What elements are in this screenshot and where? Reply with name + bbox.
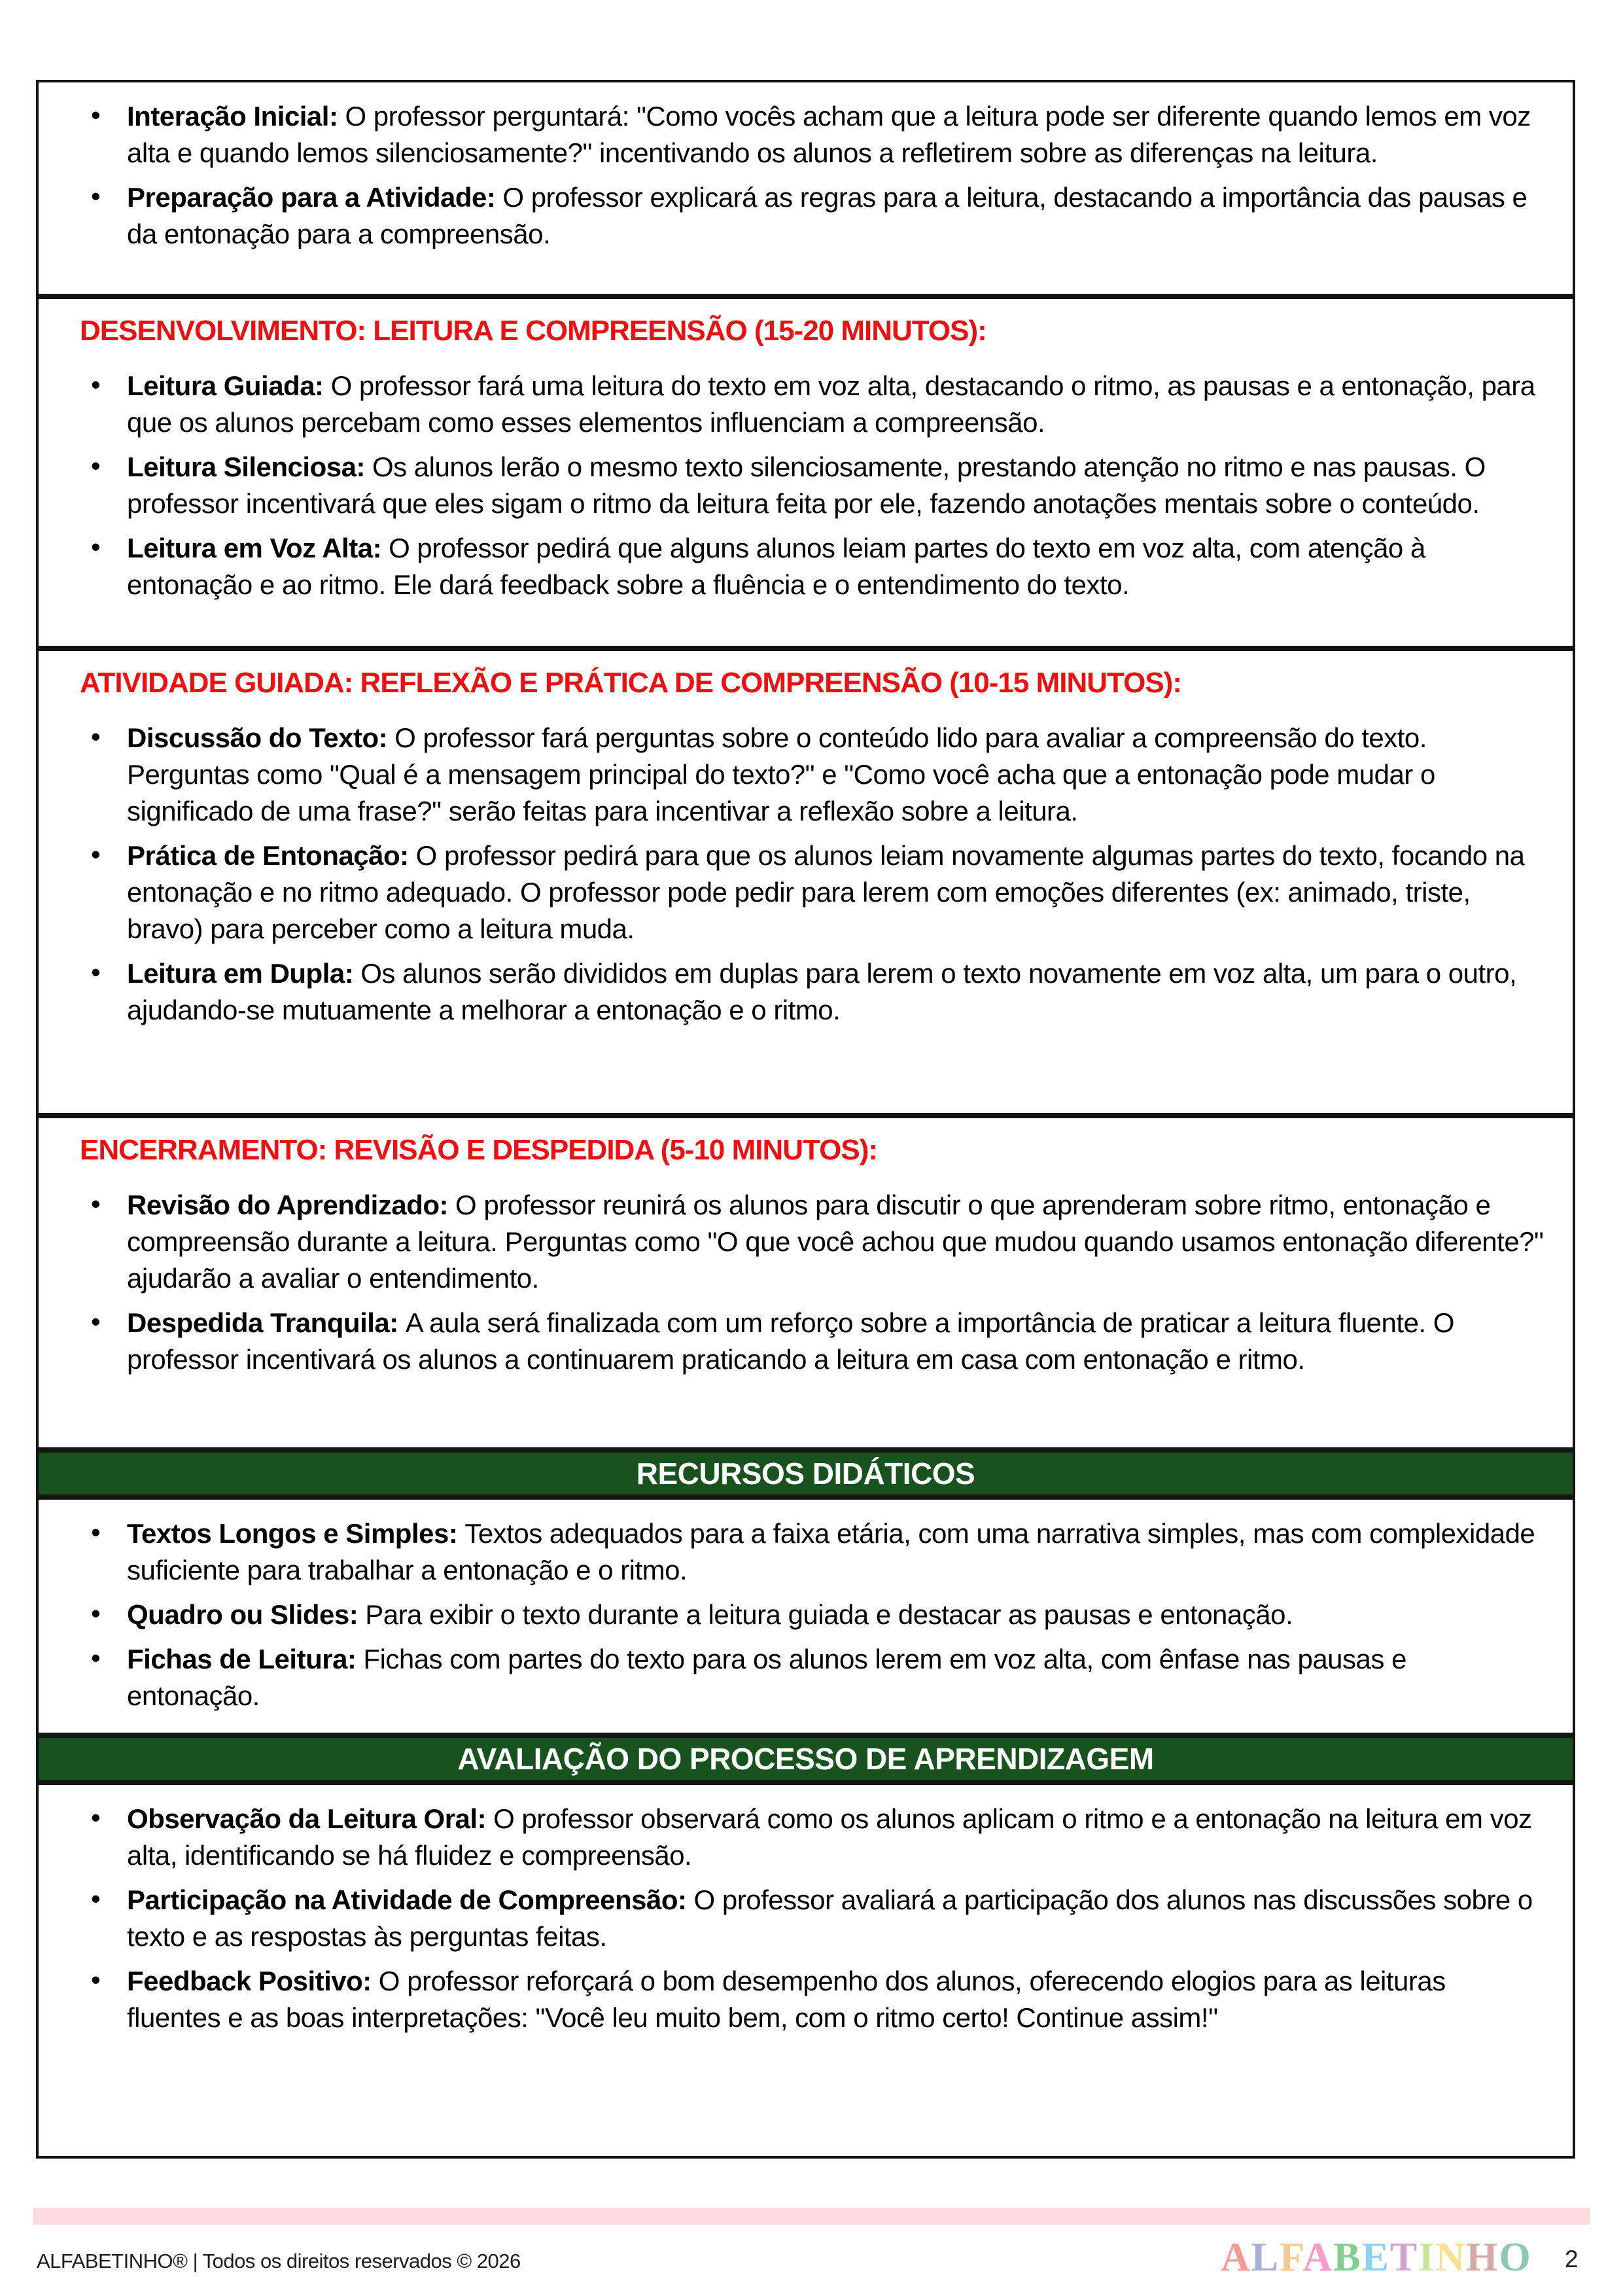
bullet-icon: • <box>91 720 101 752</box>
bullet-label: Discussão do Texto: <box>127 722 388 753</box>
logo-letter: N <box>1435 2235 1467 2280</box>
bullet-icon: • <box>91 181 101 211</box>
bullet-text: Os alunos serão divididos em duplas para lerem o texto novamente em voz alta, um para o outro, ajudando-se mutuamente a melhorar a entonação e o ritmo. <box>127 957 1517 1025</box>
logo-letter: L <box>1251 2235 1280 2280</box>
bullet-icon: • <box>91 1188 101 1219</box>
bullet-text: O professor avaliará a participação dos alunos nas discussões sobre o texto e as respostas às perguntas feitas. <box>127 1884 1533 1952</box>
footer-copyright: ALFABETINHO® | Todos os direitos reservados © 2026 <box>37 2250 521 2272</box>
page-number: 2 <box>1565 2246 1579 2272</box>
bullet-text: O professor fará uma leitura do texto em voz alta, destacando o ritmo, as pausas e a entonação, para que os alunos percebam como esses elementos influenciam a compreensão. <box>127 370 1535 438</box>
bullet-label: Preparação para a Atividade: <box>127 182 496 213</box>
bullet-text: O professor perguntará: "Como vocês acham que a leitura pode ser diferente quando lemos em voz alta e quando lemos silenciosamente?" incentivando os alunos a refletirem sobre as diferenças na leitura. <box>127 101 1531 168</box>
banner-avaliacao <box>36 1735 1575 1782</box>
bullet-text: A aula será finalizada com um reforço sobre a importância de praticar a leitura fluente. O professor incentivará os alunos a continuarem praticando a leitura em casa com entonação e ritmo. <box>127 1307 1454 1375</box>
bullet-label: Leitura em Dupla: <box>127 957 354 989</box>
bullet-icon: • <box>91 1305 101 1337</box>
bullet-icon: • <box>91 368 101 400</box>
banner-recursos-didaticos <box>36 1450 1575 1497</box>
bullet-label: Observação da Leitura Oral: <box>127 1803 487 1834</box>
bullet-text: O professor pedirá para que os alunos leiam novamente algumas partes do texto, focando na entonação e no ritmo adequado. O professor pode pedir para lerem com emoções diferentes (ex: animado, triste, bravo) para perceber como a leitura muda. <box>127 839 1525 944</box>
bullet-label: Interação Inicial: <box>127 101 338 132</box>
bullet-label: Leitura Silenciosa: <box>127 451 365 482</box>
list-item <box>58 1305 1545 1378</box>
bullet-icon: • <box>91 531 101 562</box>
section-recursos <box>36 1497 1575 1735</box>
bullet-list <box>58 98 1545 253</box>
bullet-label: Fichas de Leitura: <box>127 1644 357 1674</box>
logo-letter: I <box>1418 2235 1436 2280</box>
bullet-list <box>58 720 1545 1029</box>
bullet-label: Quadro ou Slides: <box>127 1599 358 1630</box>
bullet-icon: • <box>91 1598 101 1629</box>
list-item <box>58 368 1545 441</box>
page-content <box>36 80 1575 2159</box>
list-item <box>58 98 1545 171</box>
logo-letter: A <box>1302 2235 1334 2280</box>
bullet-icon: • <box>91 99 101 130</box>
bullet-label: Participação na Atividade de Compreensão: <box>127 1884 687 1915</box>
list-item <box>58 179 1545 253</box>
bullet-text: O professor fará perguntas sobre o conteúdo lido para avaliar a compreensão do texto. Perguntas como "Qual é a mensagem principal do texto?" e "Como você acha que a entonação pode mudar o significado de uma frase?" serão feitas para incentivar a reflexão sobre a leitura. <box>127 722 1435 826</box>
bullet-label: Revisão do Aprendizado: <box>127 1189 449 1220</box>
bullet-icon: • <box>91 956 101 987</box>
bullet-label: Leitura em Voz Alta: <box>127 532 382 563</box>
bullet-icon: • <box>91 1517 101 1547</box>
bullet-list <box>58 1801 1545 2036</box>
bullet-text: Para exibir o texto durante a leitura guiada e destacar as pausas e entonação. <box>365 1599 1293 1630</box>
bullet-icon: • <box>91 450 101 481</box>
section-heading: DESENVOLVIMENTO: LEITURA E COMPREENSÃO (15-20 MINUTOS): <box>80 315 986 347</box>
section-heading: ATIVIDADE GUIADA: REFLEXÃO E PRÁTICA DE COMPREENSÃO (10-15 MINUTOS): <box>80 667 1181 699</box>
bullet-text: O professor reunirá os alunos para discutir o que aprenderam sobre ritmo, entonação e compreensão durante a leitura. Perguntas como "O que você achou que mudou quando usamos entonação diferente?" ajudarão a avaliar o entendimento. <box>127 1189 1544 1294</box>
bullet-label: Leitura Guiada: <box>127 370 324 401</box>
list-item <box>58 1882 1545 1955</box>
bullet-label: Prática de Entonação: <box>127 839 409 871</box>
logo-letter: H <box>1466 2235 1499 2280</box>
bullet-icon: • <box>91 838 101 870</box>
bullet-text: O professor observará como os alunos aplicam o ritmo e a entonação na leitura em voz alta, identificando se há fluidez e compreensão. <box>127 1803 1532 1871</box>
bullet-list <box>58 368 1545 603</box>
logo-letter: A <box>1221 2235 1251 2280</box>
logo-letter: O <box>1499 2235 1532 2280</box>
logo-letter: B <box>1333 2235 1362 2280</box>
bullet-icon: • <box>91 1642 101 1673</box>
section-heading: ENCERRAMENTO: REVISÃO E DESPEDIDA (5-10 MINUTOS): <box>80 1134 878 1166</box>
bullet-label: Despedida Tranquila: <box>127 1307 398 1338</box>
bullet-text: Fichas com partes do texto para os alunos lerem em voz alta, com ênfase nas pausas e entonação. <box>127 1644 1406 1711</box>
logo-letter: T <box>1389 2235 1419 2280</box>
bullet-icon: • <box>91 1964 101 1995</box>
list-item <box>58 1187 1545 1297</box>
alfabetinho-logo <box>1221 2234 1532 2281</box>
list-item <box>58 720 1545 830</box>
bullet-text: Os alunos lerão o mesmo texto silenciosamente, prestando atenção no ritmo e nas pausas. O professor incentivará que eles sigam o ritmo da leitura feita por ele, fazendo anotações mentais sobre o conteúdo. <box>127 451 1486 519</box>
section-avaliacao <box>36 1782 1575 2159</box>
bullet-icon: • <box>91 1802 101 1833</box>
section-atividade-guiada <box>36 648 1575 1116</box>
bullet-label: Feedback Positivo: <box>127 1966 372 1996</box>
banner-title: AVALIAÇÃO DO PROCESSO DE APRENDIZAGEM <box>457 1742 1154 1776</box>
list-item <box>58 449 1545 522</box>
list-item <box>58 1801 1545 1874</box>
list-item <box>58 1515 1545 1589</box>
bullet-list <box>58 1187 1545 1378</box>
banner-title: RECURSOS DIDÁTICOS <box>636 1457 975 1491</box>
bullet-text: O professor explicará as regras para a leitura, destacando a importância das pausas e da entonação para a compreensão. <box>127 182 1527 249</box>
list-item <box>58 955 1545 1029</box>
bullet-label: Textos Longos e Simples: <box>127 1518 458 1549</box>
bullet-text: Textos adequados para a faixa etária, com uma narrativa simples, mas com complexidade suficiente para trabalhar a entonação e o ritmo. <box>127 1518 1535 1585</box>
list-item <box>58 530 1545 603</box>
bullet-list <box>58 1515 1545 1714</box>
list-item <box>58 838 1545 947</box>
footer-pink-divider <box>33 2208 1590 2225</box>
list-item <box>58 1597 1545 1633</box>
logo-letter: F <box>1280 2235 1303 2280</box>
logo-letter: E <box>1361 2235 1390 2280</box>
list-item <box>58 1963 1545 2036</box>
bullet-text: O professor reforçará o bom desempenho dos alunos, oferecendo elogios para as leituras fluentes e as boas interpretações: "Você leu muito bem, com o ritmo certo! Continue assim!" <box>127 1966 1446 2033</box>
section-encerramento <box>36 1116 1575 1450</box>
bullet-icon: • <box>91 1883 101 1914</box>
section-introducao <box>36 80 1575 296</box>
list-item <box>58 1641 1545 1714</box>
section-desenvolvimento <box>36 296 1575 648</box>
bullet-text: O professor pedirá que alguns alunos leiam partes do texto em voz alta, com atenção à entonação e ao ritmo. Ele dará feedback sobre a fluência e o entendimento do texto. <box>127 532 1425 600</box>
